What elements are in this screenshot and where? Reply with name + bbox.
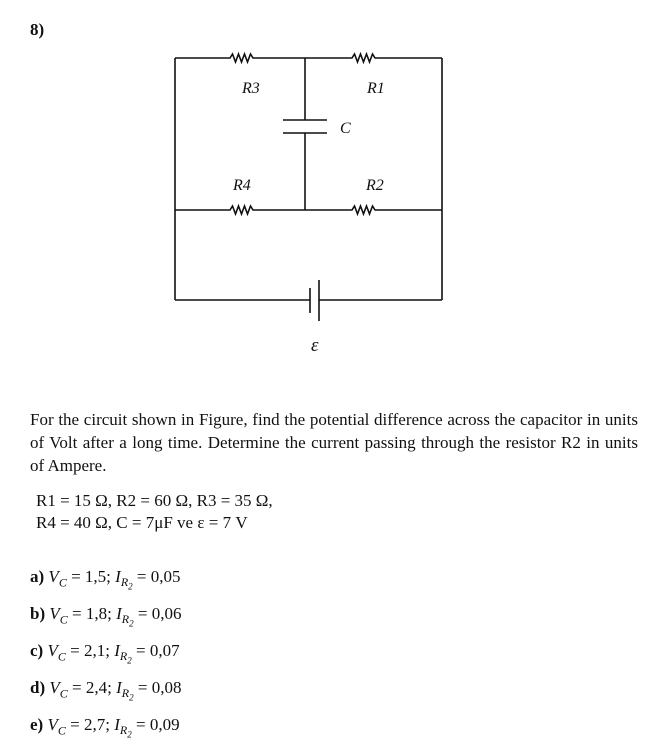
label-r1: R1 xyxy=(367,80,385,97)
problem-statement: For the circuit shown in Figure, find the potential difference across the capacitor in units of Volt after a long time. Determine the current passing through the resistor R2 in units of Ampere. xyxy=(30,410,638,475)
option-b[interactable]: b) $V_C = 1,8$; $I_{R_2} = 0,06$ xyxy=(30,604,182,629)
question-number: 8) xyxy=(30,20,45,39)
given-line-2: R4 = 40 Ω, C = 7μF ve ε = 7 V xyxy=(36,513,248,532)
top-wire xyxy=(175,54,442,62)
label-emf: ε xyxy=(311,335,319,356)
label-r4: R4 xyxy=(233,177,251,194)
given-values xyxy=(36,490,273,534)
option-c[interactable]: c) $V_C = 2,1$; $I_{R_2} = 0,07$ xyxy=(30,641,180,666)
option-d[interactable]: d) $V_C = 2,4$; $I_{R_2} = 0,08$ xyxy=(30,678,182,703)
option-a[interactable]: a) $V_C = 1,5$; $I_{R_2} = 0,05$ xyxy=(30,567,181,592)
option-e[interactable]: e) $V_C = 2,7$; $I_{R_2} = 0,09$ xyxy=(30,715,180,740)
label-c: C xyxy=(340,120,351,137)
answer-options xyxy=(30,566,181,751)
middle-horizontal-wire xyxy=(175,206,442,214)
label-r3: R3 xyxy=(242,80,260,97)
label-r2: R2 xyxy=(366,177,384,194)
given-line-1: R1 = 15 Ω, R2 = 60 Ω, R3 = 35 Ω, xyxy=(36,491,273,510)
